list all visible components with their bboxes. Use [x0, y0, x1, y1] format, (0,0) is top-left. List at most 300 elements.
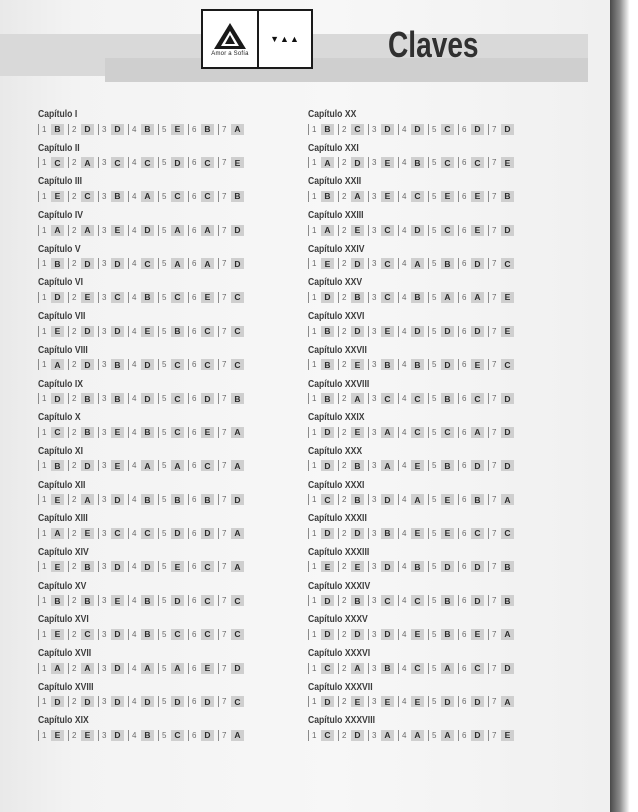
answer-row — [308, 324, 570, 338]
answer-cell — [98, 427, 128, 438]
separator-bar — [338, 595, 339, 606]
answer-letter: D — [441, 561, 454, 572]
answer-row — [308, 425, 570, 439]
question-number: 2 — [342, 292, 347, 302]
separator-bar — [458, 561, 459, 572]
answer-cell — [428, 595, 458, 606]
answer-cell — [188, 629, 218, 640]
answer-letter: B — [351, 494, 364, 505]
answer-row — [308, 189, 570, 203]
question-number: 4 — [132, 730, 137, 740]
question-number: 7 — [222, 326, 227, 336]
question-number: 2 — [72, 528, 77, 538]
answer-cell — [98, 393, 128, 404]
answer-letter: D — [201, 730, 214, 741]
question-number: 1 — [312, 730, 317, 740]
answer-cell — [398, 292, 428, 303]
separator-bar — [308, 494, 309, 505]
answer-letter: C — [141, 258, 154, 269]
answer-letter: E — [81, 730, 94, 741]
answer-cell — [188, 225, 218, 236]
question-number: 5 — [162, 495, 167, 505]
question-number: 6 — [192, 629, 197, 639]
answer-letter: D — [501, 663, 514, 674]
question-number: 5 — [162, 629, 167, 639]
separator-bar — [308, 191, 309, 202]
question-number: 6 — [192, 158, 197, 168]
answer-letter: C — [201, 326, 214, 337]
answer-cell — [368, 427, 398, 438]
separator-bar — [38, 157, 39, 168]
answer-cell — [488, 528, 518, 539]
answer-cell — [188, 595, 218, 606]
question-number: 7 — [492, 326, 497, 336]
answer-cell — [98, 225, 128, 236]
answer-cell — [128, 427, 158, 438]
answer-cell — [428, 561, 458, 572]
answer-letter: E — [381, 191, 394, 202]
separator-bar — [398, 225, 399, 236]
answer-letter: D — [321, 292, 334, 303]
answer-letter: D — [441, 696, 454, 707]
separator-bar — [488, 393, 489, 404]
answer-letter: A — [51, 528, 64, 539]
question-number: 1 — [42, 326, 47, 336]
separator-bar — [368, 696, 369, 707]
separator-bar — [158, 663, 159, 674]
answer-letter: A — [381, 427, 394, 438]
answer-cell — [98, 460, 128, 471]
answer-cell — [98, 629, 128, 640]
question-number: 7 — [222, 629, 227, 639]
answer-letter: B — [381, 528, 394, 539]
separator-bar — [98, 157, 99, 168]
answer-cell — [98, 696, 128, 707]
question-number: 3 — [372, 259, 377, 269]
separator-bar — [308, 427, 309, 438]
answer-letter: B — [321, 326, 334, 337]
chapter-block — [38, 612, 300, 646]
question-number: 3 — [102, 730, 107, 740]
answer-cell — [158, 124, 188, 135]
chapter-block — [308, 511, 570, 545]
answer-letter: C — [381, 595, 394, 606]
answer-cell — [368, 730, 398, 741]
answer-letter: A — [441, 663, 454, 674]
answer-cell — [458, 595, 488, 606]
answer-letter: C — [471, 528, 484, 539]
answer-cell — [398, 696, 428, 707]
answer-row — [38, 695, 300, 709]
answer-cell — [188, 494, 218, 505]
question-number: 3 — [372, 292, 377, 302]
answer-cell — [488, 730, 518, 741]
question-number: 3 — [102, 427, 107, 437]
chapter-block — [308, 444, 570, 478]
question-number: 2 — [342, 461, 347, 471]
chapter-title: Capítulo XXXII — [308, 512, 367, 525]
separator-bar — [428, 629, 429, 640]
question-number: 5 — [432, 158, 437, 168]
separator-bar — [398, 494, 399, 505]
answer-letter: D — [51, 696, 64, 707]
question-number: 4 — [132, 360, 137, 370]
answer-cell — [428, 528, 458, 539]
answer-letter: B — [51, 460, 64, 471]
answer-letter: E — [471, 191, 484, 202]
separator-bar — [158, 124, 159, 135]
answer-letter: D — [141, 393, 154, 404]
separator-bar — [68, 494, 69, 505]
answer-cell — [368, 258, 398, 269]
chapter-title: Capítulo XIV — [38, 545, 89, 558]
question-number: 6 — [462, 360, 467, 370]
question-number: 4 — [132, 461, 137, 471]
separator-bar — [128, 225, 129, 236]
answer-row — [308, 223, 570, 237]
answer-letter: A — [201, 258, 214, 269]
separator-bar — [458, 157, 459, 168]
separator-bar — [308, 730, 309, 741]
separator-bar — [308, 696, 309, 707]
answer-cell — [398, 157, 428, 168]
question-number: 6 — [192, 360, 197, 370]
answer-row — [308, 459, 570, 473]
separator-bar — [188, 258, 189, 269]
question-number: 7 — [492, 259, 497, 269]
separator-bar — [368, 427, 369, 438]
answer-cell — [488, 427, 518, 438]
question-number: 6 — [192, 495, 197, 505]
answer-letter: D — [111, 258, 124, 269]
separator-bar — [428, 561, 429, 572]
answer-letter: C — [51, 157, 64, 168]
answer-row — [38, 290, 300, 304]
answer-letter: E — [201, 427, 214, 438]
answer-letter: A — [231, 460, 244, 471]
separator-bar — [458, 191, 459, 202]
answer-key-right-column — [308, 107, 570, 747]
answer-row — [308, 156, 570, 170]
answer-letter: C — [321, 494, 334, 505]
answer-letter: B — [471, 494, 484, 505]
answer-letter: C — [201, 157, 214, 168]
chapter-block — [308, 107, 570, 141]
answer-letter: C — [471, 663, 484, 674]
separator-bar — [458, 663, 459, 674]
question-number: 7 — [492, 427, 497, 437]
question-number: 1 — [42, 596, 47, 606]
question-number: 7 — [492, 124, 497, 134]
answer-letter: B — [411, 292, 424, 303]
separator-bar — [368, 595, 369, 606]
question-number: 7 — [222, 562, 227, 572]
answer-cell — [128, 561, 158, 572]
separator-bar — [398, 191, 399, 202]
separator-bar — [68, 730, 69, 741]
question-number: 2 — [72, 158, 77, 168]
answer-cell — [188, 326, 218, 337]
answer-cell — [368, 629, 398, 640]
answer-letter: D — [471, 258, 484, 269]
answer-letter: A — [321, 225, 334, 236]
answer-letter: D — [321, 427, 334, 438]
answer-letter: D — [381, 124, 394, 135]
answer-cell — [368, 326, 398, 337]
question-number: 1 — [42, 259, 47, 269]
separator-bar — [128, 730, 129, 741]
question-number: 2 — [72, 259, 77, 269]
question-number: 3 — [102, 124, 107, 134]
chapter-title: Capítulo VI — [38, 276, 83, 289]
question-number: 2 — [72, 225, 77, 235]
answer-letter: A — [441, 730, 454, 741]
question-number: 2 — [342, 663, 347, 673]
separator-bar — [38, 663, 39, 674]
separator-bar — [428, 595, 429, 606]
answer-letter: C — [471, 393, 484, 404]
answer-letter: A — [501, 494, 514, 505]
answer-cell — [188, 427, 218, 438]
answer-letter: C — [501, 359, 514, 370]
answer-letter: E — [351, 359, 364, 370]
question-number: 5 — [162, 461, 167, 471]
separator-bar — [428, 258, 429, 269]
separator-bar — [488, 225, 489, 236]
question-number: 4 — [402, 259, 407, 269]
answer-cell — [308, 258, 338, 269]
answer-cell — [458, 494, 488, 505]
answer-letter: B — [501, 561, 514, 572]
answer-cell — [338, 663, 368, 674]
answer-letter: D — [111, 696, 124, 707]
chapter-title: Capítulo XX — [308, 108, 357, 120]
answer-letter: A — [171, 460, 184, 471]
separator-bar — [488, 326, 489, 337]
question-number: 1 — [42, 158, 47, 168]
answer-letter: D — [111, 663, 124, 674]
question-number: 4 — [132, 191, 137, 201]
question-number: 4 — [402, 629, 407, 639]
question-number: 2 — [342, 730, 347, 740]
question-number: 1 — [312, 596, 317, 606]
page-edge-shadow — [610, 0, 638, 812]
question-number: 1 — [42, 124, 47, 134]
answer-cell — [158, 595, 188, 606]
question-number: 6 — [462, 528, 467, 538]
answer-letter: E — [411, 696, 424, 707]
answer-letter: C — [171, 629, 184, 640]
separator-bar — [128, 359, 129, 370]
separator-bar — [368, 730, 369, 741]
question-number: 5 — [432, 562, 437, 572]
question-number: 3 — [102, 225, 107, 235]
answer-cell — [38, 124, 68, 135]
answer-letter: C — [501, 258, 514, 269]
answer-cell — [488, 157, 518, 168]
answer-cell — [458, 663, 488, 674]
chapter-title: Capítulo XXX — [308, 444, 363, 457]
answer-letter: C — [411, 393, 424, 404]
question-number: 2 — [72, 326, 77, 336]
question-number: 3 — [372, 663, 377, 673]
question-number: 4 — [132, 292, 137, 302]
separator-bar — [68, 595, 69, 606]
separator-bar — [128, 460, 129, 471]
chapter-block — [308, 410, 570, 444]
question-number: 5 — [162, 124, 167, 134]
answer-cell — [488, 326, 518, 337]
answer-cell — [368, 225, 398, 236]
question-number: 3 — [102, 528, 107, 538]
chapter-title: Capítulo XXVIII — [308, 377, 370, 390]
separator-bar — [488, 157, 489, 168]
question-number: 5 — [432, 427, 437, 437]
separator-bar — [98, 730, 99, 741]
answer-letter: D — [381, 561, 394, 572]
separator-bar — [428, 359, 429, 370]
separator-bar — [218, 561, 219, 572]
question-number: 4 — [132, 629, 137, 639]
separator-bar — [488, 494, 489, 505]
answer-row — [308, 257, 570, 271]
separator-bar — [68, 696, 69, 707]
separator-bar — [308, 124, 309, 135]
chapter-title: Capítulo XXXVIII — [308, 714, 375, 727]
answer-cell — [98, 258, 128, 269]
answer-letter: A — [381, 460, 394, 471]
separator-bar — [428, 326, 429, 337]
question-number: 1 — [312, 461, 317, 471]
answer-letter: B — [51, 595, 64, 606]
answer-letter: C — [51, 427, 64, 438]
answer-letter: B — [81, 393, 94, 404]
answer-cell — [488, 561, 518, 572]
question-number: 6 — [462, 562, 467, 572]
question-number: 2 — [342, 495, 347, 505]
answer-cell — [68, 696, 98, 707]
separator-bar — [158, 696, 159, 707]
separator-bar — [458, 494, 459, 505]
answer-cell — [368, 157, 398, 168]
separator-bar — [158, 191, 159, 202]
answer-cell — [368, 191, 398, 202]
answer-letter: C — [411, 595, 424, 606]
separator-bar — [428, 494, 429, 505]
answer-cell — [308, 326, 338, 337]
question-number: 1 — [312, 394, 317, 403]
answer-cell — [98, 157, 128, 168]
answer-cell — [398, 427, 428, 438]
separator-bar — [128, 258, 129, 269]
question-number: 6 — [462, 158, 467, 168]
answer-cell — [188, 561, 218, 572]
question-number: 6 — [462, 394, 467, 403]
answer-letter: D — [141, 225, 154, 236]
answer-letter: B — [441, 629, 454, 640]
answer-letter: B — [141, 494, 154, 505]
chapter-title: Capítulo IX — [38, 377, 83, 390]
answer-letter: E — [441, 528, 454, 539]
chapter-title: Capítulo XXXIII — [308, 545, 370, 558]
separator-bar — [488, 292, 489, 303]
separator-bar — [458, 326, 459, 337]
answer-letter: D — [411, 326, 424, 337]
question-number: 5 — [432, 596, 437, 606]
separator-bar — [68, 561, 69, 572]
answer-letter: D — [201, 696, 214, 707]
separator-bar — [218, 359, 219, 370]
separator-bar — [398, 663, 399, 674]
answer-letter: C — [201, 629, 214, 640]
question-number: 1 — [312, 427, 317, 437]
question-number: 5 — [432, 495, 437, 505]
answer-cell — [458, 258, 488, 269]
answer-letter: B — [351, 460, 364, 471]
question-number: 2 — [72, 596, 77, 606]
chapter-block — [308, 545, 570, 579]
question-number: 3 — [372, 360, 377, 370]
separator-bar — [68, 225, 69, 236]
answer-cell — [38, 157, 68, 168]
answer-row — [38, 392, 300, 406]
answer-cell — [488, 595, 518, 606]
answer-letter: C — [171, 393, 184, 404]
question-number: 2 — [72, 461, 77, 471]
question-number: 1 — [42, 629, 47, 639]
question-number: 7 — [492, 562, 497, 572]
separator-bar — [218, 427, 219, 438]
answer-cell — [398, 494, 428, 505]
logo-emblem — [203, 11, 259, 67]
answer-letter: D — [201, 528, 214, 539]
separator-bar — [398, 393, 399, 404]
question-number: 5 — [432, 730, 437, 740]
separator-bar — [458, 292, 459, 303]
answer-cell — [428, 460, 458, 471]
answer-letter: E — [501, 730, 514, 741]
separator-bar — [128, 696, 129, 707]
answer-letter: A — [351, 393, 364, 404]
answer-letter: A — [201, 225, 214, 236]
answer-cell — [458, 393, 488, 404]
answer-row — [308, 290, 570, 304]
answer-letter: E — [81, 528, 94, 539]
separator-bar — [68, 393, 69, 404]
answer-letter: B — [111, 393, 124, 404]
question-number: 5 — [162, 259, 167, 269]
answer-cell — [68, 663, 98, 674]
question-number: 5 — [432, 225, 437, 235]
question-number: 6 — [192, 124, 197, 134]
question-number: 4 — [402, 124, 407, 134]
question-number: 3 — [102, 292, 107, 302]
question-number: 4 — [402, 495, 407, 505]
chapter-block — [38, 646, 300, 680]
answer-cell — [128, 359, 158, 370]
answer-cell — [188, 258, 218, 269]
separator-bar — [98, 326, 99, 337]
chapter-title: Capítulo XV — [38, 579, 87, 592]
answer-letter: E — [351, 696, 364, 707]
answer-letter: C — [411, 427, 424, 438]
answer-cell — [458, 191, 488, 202]
question-number: 4 — [402, 360, 407, 370]
separator-bar — [428, 696, 429, 707]
answer-letter: D — [351, 258, 364, 269]
question-number: 6 — [462, 326, 467, 336]
answer-cell — [488, 225, 518, 236]
